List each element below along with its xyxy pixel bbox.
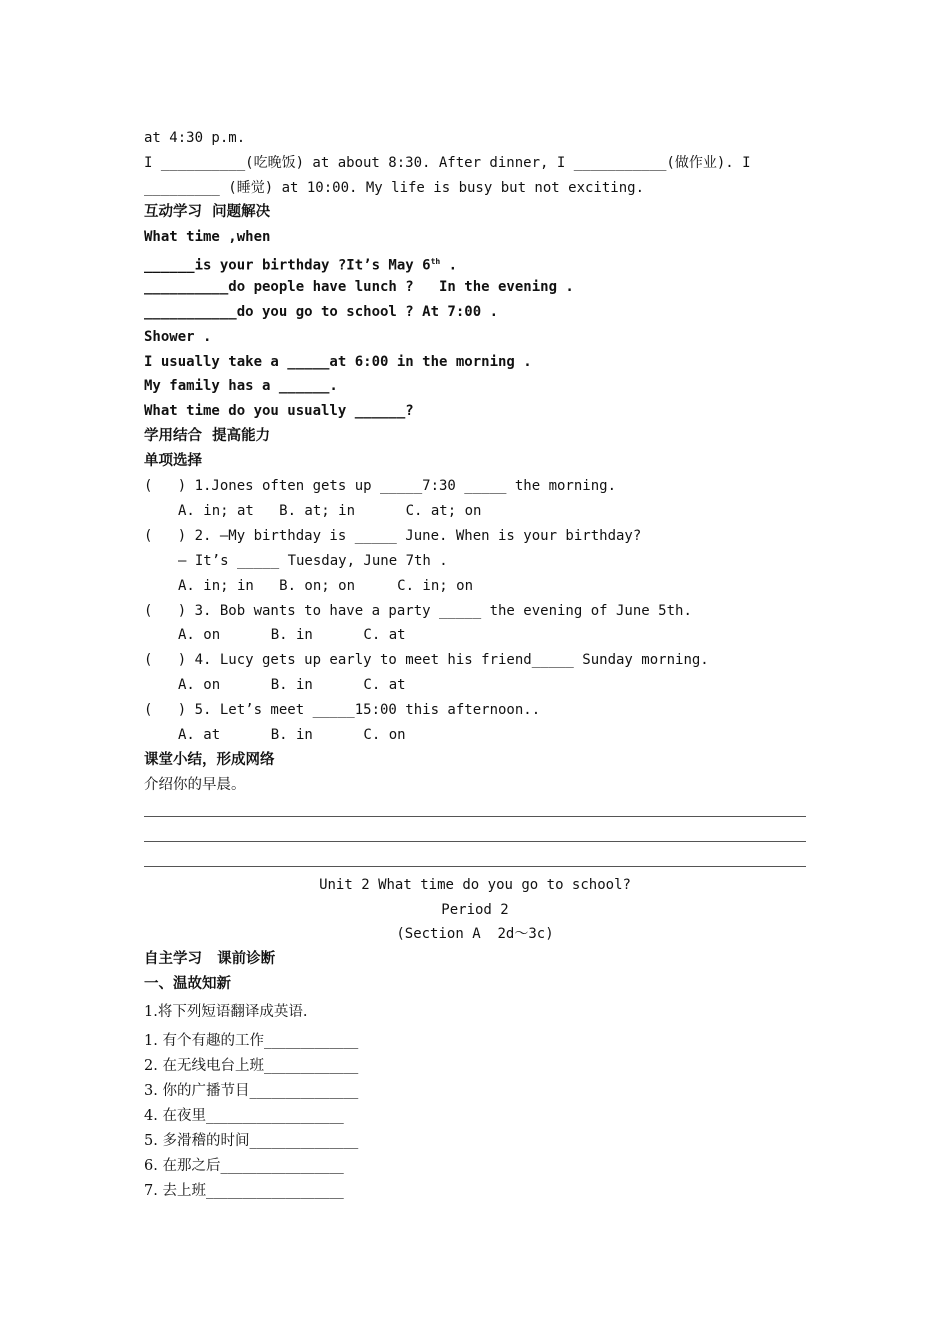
writing-rule: [144, 866, 806, 867]
translation-item: 7. 去上班___________________: [144, 1183, 344, 1199]
section-heading: 自主学习 课前诊断: [144, 950, 276, 967]
text-line: Shower .: [144, 329, 212, 345]
translation-item: 5. 多滑稽的时间_______________: [144, 1133, 359, 1149]
writing-rule: [144, 816, 806, 817]
question-line: — It’s _____ Tuesday, June 7th .: [178, 553, 448, 569]
question-line: ( ) 4. Lucy gets up early to meet his friend_____ Sunday morning.: [144, 652, 709, 668]
options-line: A. at B. in C. on: [178, 727, 406, 743]
text-line: __________do people have lunch ? In the evening .: [144, 279, 574, 295]
options-line: A. on B. in C. at: [178, 627, 406, 643]
section-heading: 互动学习 问题解决: [144, 203, 271, 220]
section-range-title: (Section A 2d～3c): [396, 926, 554, 942]
section-heading: 课堂小结，形成网络: [144, 751, 275, 768]
text-line: ___________do you go to school ? At 7:00 .: [144, 304, 499, 320]
translation-item: 3. 你的广播节目_______________: [144, 1083, 359, 1099]
translation-item: 2. 在无线电台上班_____________: [144, 1058, 359, 1074]
options-line: A. on B. in C. at: [178, 677, 406, 693]
text-line: at 4:30 p.m.: [144, 130, 246, 146]
text-line: ______is your birthday ?It’s May 6th .: [144, 257, 458, 274]
options-line: A. in; in B. on; on C. in; on: [178, 578, 474, 594]
question-line: ( ) 5. Let’s meet _____15:00 this afternoon..: [144, 702, 541, 718]
section-subheading: 单项选择: [144, 452, 202, 469]
options-line: A. in; at B. at; in C. at; on: [178, 503, 482, 519]
question-line: ( ) 3. Bob wants to have a party _____ the evening of June 5th.: [144, 603, 692, 619]
instruction-line: 1.将下列短语翻译成英语.: [144, 1004, 308, 1020]
question-line: ( ) 1.Jones often gets up _____7:30 _____ the morning.: [144, 478, 617, 494]
text-line: I __________(吃晚饭) at about 8:30. After dinner, I ___________(做作业). I: [144, 155, 751, 171]
text-line: What time ,when: [144, 229, 271, 245]
period-title: Period 2: [441, 902, 509, 918]
text-line: What time do you usually ______?: [144, 403, 414, 419]
translation-item: 6. 在那之后_________________: [144, 1158, 344, 1174]
text-line: _________ (睡觉) at 10:00. My life is busy but not exciting.: [144, 180, 645, 196]
unit-title: Unit 2 What time do you go to school?: [319, 877, 631, 893]
translation-item: 1. 有个有趣的工作_____________: [144, 1033, 359, 1049]
translation-item: 4. 在夜里___________________: [144, 1108, 344, 1124]
section-heading: 学用结合 提高能力: [144, 427, 271, 444]
question-line: ( ) 2. —My birthday is _____ June. When is your birthday?: [144, 528, 642, 544]
text-line: I usually take a _____at 6:00 in the morning .: [144, 354, 532, 370]
writing-rule: [144, 841, 806, 842]
text-line: 介绍你的早晨。: [144, 777, 246, 793]
text-line: My family has a ______.: [144, 378, 338, 394]
section-subheading: 一、温故知新: [144, 975, 231, 992]
